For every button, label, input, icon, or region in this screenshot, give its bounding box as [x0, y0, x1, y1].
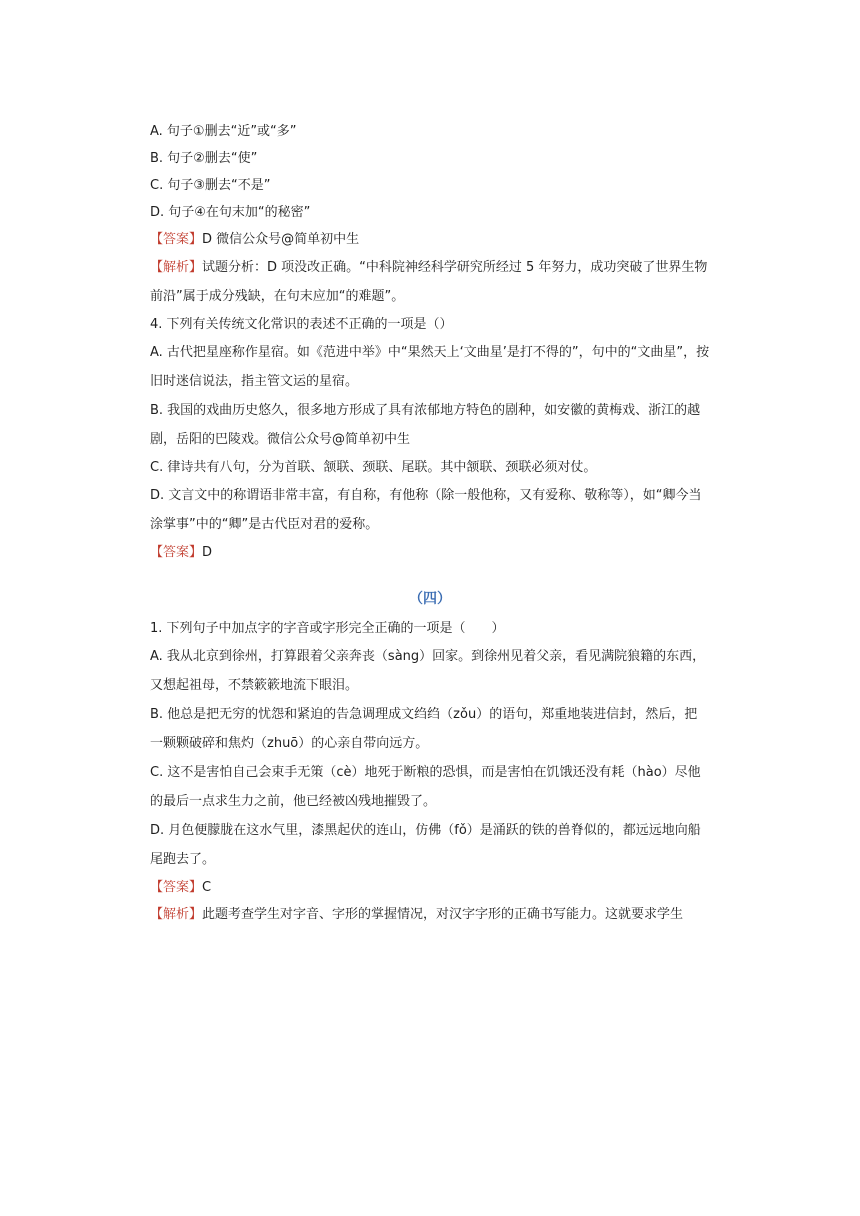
- question-4-option-b: B. 我国的戏曲历史悠久，很多地方形成了具有浓郁地方特色的剧种，如安徽的黄梅戏、浙江的越剧，岳阳的巴陵戏。微信公众号@简单初中生: [150, 403, 701, 447]
- question-1-option-c: C. 这不是害怕自己会束手无策（cè）地死于断粮的恐惧，而是害怕在饥饿还没有耗（hào）尽他的最后一点求生力之前，他已经被凶残地摧毁了。: [150, 765, 701, 809]
- option-c: C. 句子③删去“不是”: [150, 178, 271, 193]
- section-title: （四）: [409, 591, 451, 607]
- question-1-option-b: B. 他总是把无穷的忧怨和紧迫的告急调理成文绉绉（zǒu）的语句，郑重地装进信封，然后，把一颗颗破碎和焦灼（zhuō）的心亲自带向远方。: [150, 707, 698, 751]
- answer-text: D: [202, 545, 213, 560]
- answer-tag: 【答案】: [150, 232, 203, 247]
- question-4-answer: [150, 539, 710, 566]
- question-1-option-d: D. 月色便朦胧在这水气里，漆黑起伏的连山，仿佛（fǒ）是涌跃的铁的兽脊似的，都远远地向船尾跑去了。: [150, 823, 701, 867]
- document-content: [150, 118, 710, 928]
- question-1-answer: [150, 874, 710, 901]
- answer-text: D 微信公众号@简单初中生: [202, 232, 360, 247]
- answer-line: [150, 226, 710, 253]
- question-1-stem: 1. 下列句子中加点字的字音或字形完全正确的一项是（ ）: [150, 621, 505, 636]
- answer-tag: 【答案】: [150, 545, 203, 560]
- analysis-text: 试题分析：D 项没改正确。“中科院神经科学研究所经过 5 年努力，成功突破了世界生物前沿”属于成分残缺，在句末应加“的难题”。: [150, 260, 708, 304]
- question-4-option-d: D. 文言文中的称谓语非常丰富，有自称，有他称（除一般他称，又有爱称、敬称等），如“卿今当涂掌事”中的“卿”是古代臣对君的爱称。: [150, 488, 702, 532]
- question-1-option-a: A. 我从北京到徐州，打算跟着父亲奔丧（sàng）回家。到徐州见着父亲，看见满院狼籍的东西，又想起祖母，不禁簌簌地流下眼泪。: [150, 649, 706, 693]
- question-4-option-c: C. 律诗共有八句，分为首联、颔联、颈联、尾联。其中颔联、颈联必须对仗。: [150, 460, 597, 475]
- question-1-analysis: [150, 901, 710, 928]
- answer-text: C: [202, 880, 212, 895]
- option-a: A. 句子①删去“近”或“多”: [150, 124, 297, 139]
- answer-tag: 【答案】: [150, 880, 203, 895]
- question-4-option-a: A. 古代把星座称作星宿。如《范进中举》中“果然天上‘文曲星’是打不得的”，句中的“文曲星”，按旧时迷信说法，指主管文运的星宿。: [150, 345, 710, 389]
- option-b: B. 句子②删去“使”: [150, 151, 258, 166]
- question-4-stem: 4. 下列有关传统文化常识的表述不正确的一项是（）: [150, 317, 453, 332]
- option-d: D. 句子④在句末加“的秘密”: [150, 205, 311, 220]
- analysis-paragraph: [150, 253, 710, 311]
- analysis-text: 此题考查学生对字音、字形的掌握情况，对汉字字形的正确书写能力。这就要求学生: [202, 907, 684, 922]
- analysis-tag: 【解析】: [150, 907, 203, 922]
- analysis-tag: 【解析】: [150, 260, 203, 275]
